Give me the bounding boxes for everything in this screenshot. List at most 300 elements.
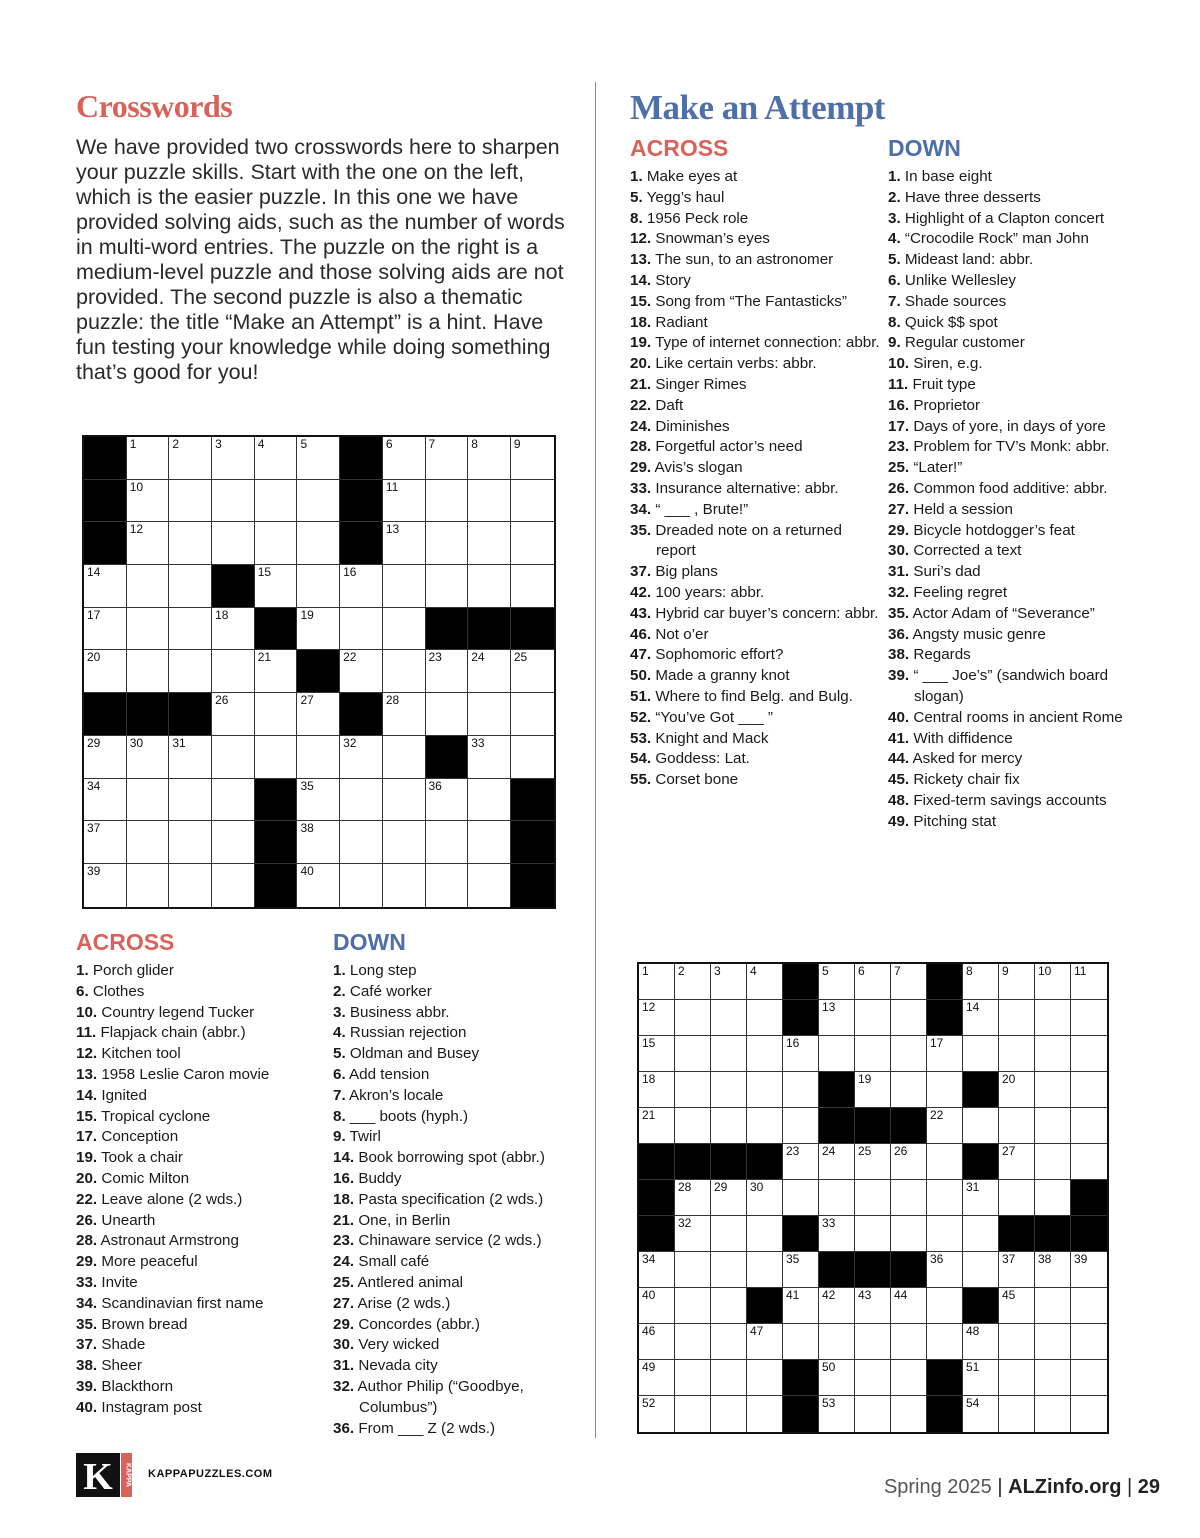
left-grid-cell[interactable] [511,693,554,736]
right-grid-cell[interactable] [1071,1144,1107,1180]
left-grid-cell[interactable] [212,736,255,779]
left-grid-cell[interactable] [340,779,383,822]
right-grid-cell[interactable] [747,1180,783,1216]
right-grid-cell[interactable] [711,1072,747,1108]
clue-text: Diminishes [651,417,730,435]
right-grid-cell[interactable] [1035,1144,1071,1180]
left-grid-cell[interactable] [426,864,469,907]
right-grid-cell[interactable] [999,1000,1035,1036]
right-grid-cell[interactable] [855,964,891,1000]
right-grid-cell[interactable] [639,1036,675,1072]
right-grid-cell[interactable] [963,1324,999,1360]
right-grid-cell[interactable] [999,1108,1035,1144]
left-grid-cell[interactable] [468,437,511,480]
clue-number: 12. [76,1045,98,1063]
footer-site[interactable]: KAPPAPUZZLES.COM [148,1468,273,1480]
right-grid-cell[interactable] [711,1324,747,1360]
right-grid-cell[interactable] [711,1360,747,1396]
right-grid-cell[interactable] [783,1324,819,1360]
right-grid-cell[interactable] [963,1180,999,1216]
right-grid-cell[interactable] [1035,1072,1071,1108]
right-grid-cell[interactable] [819,1396,855,1432]
left-grid-cell[interactable] [212,522,255,565]
right-grid-cell[interactable] [999,1144,1035,1180]
right-black-square [1071,1216,1107,1252]
right-grid-cell[interactable] [819,1360,855,1396]
right-grid-cell[interactable] [1035,1288,1071,1324]
right-grid-cell[interactable] [1071,1252,1107,1288]
clue-number: 6. [333,1065,346,1083]
left-grid-cell[interactable] [212,693,255,736]
left-grid-cell[interactable] [127,565,170,608]
left-grid-cell[interactable] [426,779,469,822]
right-grid-cell[interactable] [675,1180,711,1216]
right-cell-number: 41 [786,1288,800,1302]
clue-number: 7. [333,1086,346,1104]
right-grid-cell[interactable] [891,1288,927,1324]
right-grid-cell[interactable] [747,1360,783,1396]
left-grid-cell[interactable] [84,650,127,693]
left-grid-cell[interactable] [383,864,426,907]
right-grid-cell[interactable] [747,1252,783,1288]
right-cell-number: 15 [642,1036,656,1050]
left-black-square [340,522,383,565]
left-grid-cell[interactable] [468,693,511,736]
right-grid-cell[interactable] [1035,1324,1071,1360]
left-cell-number: 20 [87,650,101,665]
right-grid-cell[interactable] [927,1288,963,1324]
left-grid-cell[interactable] [255,480,298,523]
left-grid-cell[interactable] [511,650,554,693]
right-grid-cell[interactable] [675,1252,711,1288]
left-grid-cell[interactable] [468,565,511,608]
right-grid-cell[interactable] [855,1000,891,1036]
left-grid-cell[interactable] [169,864,212,907]
left-grid-cell[interactable] [340,608,383,651]
clue-number: 2. [888,188,901,206]
left-grid-cell[interactable] [297,864,340,907]
left-grid-cell[interactable] [255,522,298,565]
left-cell-number: 34 [87,778,101,793]
right-grid-cell[interactable] [711,1216,747,1252]
left-cell-number: 11 [385,479,399,494]
right-grid-cell[interactable] [927,1108,963,1144]
left-grid-cell[interactable] [297,565,340,608]
right-grid-cell[interactable] [891,1036,927,1072]
right-across-clue [630,479,880,500]
right-grid-cell[interactable] [1035,1396,1071,1432]
right-grid-cell[interactable] [963,1252,999,1288]
left-grid-cell[interactable] [297,608,340,651]
left-grid-cell[interactable] [383,522,426,565]
right-grid-cell[interactable] [1071,964,1107,1000]
right-grid-cell[interactable] [999,1072,1035,1108]
right-down-clue [888,770,1148,791]
left-grid-cell[interactable] [84,608,127,651]
right-grid-cell[interactable] [783,1288,819,1324]
clue-number: 19. [630,334,652,352]
right-grid-cell[interactable] [819,1216,855,1252]
clue-text: “ ___ , Brute!” [651,500,749,518]
right-grid-cell[interactable] [999,1324,1035,1360]
right-black-square [927,964,963,1000]
right-grid-cell[interactable] [747,964,783,1000]
right-grid-cell[interactable] [927,1324,963,1360]
clue-text: Make eyes at [642,168,738,185]
right-grid-cell[interactable] [747,1216,783,1252]
right-grid-cell[interactable] [999,1396,1035,1432]
left-grid-cell[interactable] [169,821,212,864]
left-grid-cell[interactable] [127,608,170,651]
left-grid-cell[interactable] [426,437,469,480]
clue-text: Instagram post [97,1398,202,1416]
left-grid-cell[interactable] [426,565,469,608]
website-link[interactable]: ALZinfo.org [1008,1476,1122,1498]
right-grid-cell[interactable] [963,1000,999,1036]
left-grid-cell[interactable] [426,480,469,523]
left-grid-cell[interactable] [212,779,255,822]
clue-number: 33. [630,479,652,497]
right-grid-cell[interactable] [711,1180,747,1216]
right-grid-cell[interactable] [639,964,675,1000]
right-grid-cell[interactable] [639,1072,675,1108]
left-cell-number: 18 [215,607,229,622]
right-grid-cell[interactable] [1071,1108,1107,1144]
clue-text: Regards [909,646,971,664]
right-grid-cell[interactable] [819,1144,855,1180]
right-grid-cell[interactable] [1071,1288,1107,1324]
left-grid-cell[interactable] [383,650,426,693]
left-cell-number: 37 [87,821,101,836]
right-grid-cell[interactable] [927,1036,963,1072]
left-grid-cell[interactable] [426,650,469,693]
clue-text: Leave alone (2 wds.) [97,1190,243,1208]
right-grid-cell[interactable] [711,1396,747,1432]
right-grid-cell[interactable] [675,1108,711,1144]
right-grid-cell[interactable] [855,1180,891,1216]
left-grid-cell[interactable] [212,608,255,651]
clue-number: 53. [630,729,652,747]
right-grid-cell[interactable] [639,1000,675,1036]
right-cell-number: 13 [822,1000,836,1014]
left-grid-cell[interactable] [169,437,212,480]
left-grid-cell[interactable] [255,693,298,736]
clue-number: 1. [630,168,643,185]
right-grid-cell[interactable] [963,1360,999,1396]
right-grid-cell[interactable] [783,1072,819,1108]
left-grid-cell[interactable] [297,522,340,565]
left-grid-cell[interactable] [169,608,212,651]
right-grid-cell[interactable] [1035,1180,1071,1216]
right-grid-cell[interactable] [819,1288,855,1324]
left-grid-cell[interactable] [84,779,127,822]
right-across-clue [630,708,880,729]
right-grid-cell[interactable] [1035,964,1071,1000]
right-grid-cell[interactable] [819,964,855,1000]
right-grid-cell[interactable] [747,1000,783,1036]
clue-number: 30. [888,542,910,560]
right-grid-cell[interactable] [891,1396,927,1432]
left-grid-cell[interactable] [383,821,426,864]
right-grid-cell[interactable] [783,1036,819,1072]
right-grid-cell[interactable] [747,1396,783,1432]
left-grid-cell[interactable] [255,650,298,693]
right-grid-cell[interactable] [675,1396,711,1432]
right-grid-cell[interactable] [783,1180,819,1216]
clue-number: 51. [630,687,652,705]
right-grid-cell[interactable] [999,1180,1035,1216]
right-grid-cell[interactable] [891,1324,927,1360]
right-grid-cell[interactable] [891,1144,927,1180]
clue-text: Brown bread [97,1315,188,1333]
right-grid-cell[interactable] [891,1216,927,1252]
right-grid-cell[interactable] [711,1288,747,1324]
left-across-clue [76,1273,326,1294]
left-grid-cell[interactable] [383,693,426,736]
left-grid-cell[interactable] [84,864,127,907]
left-grid-cell[interactable] [127,779,170,822]
right-grid-cell[interactable] [1035,1252,1071,1288]
right-grid-cell[interactable] [711,1252,747,1288]
clue-text: One, in Berlin [354,1211,451,1229]
left-grid-cell[interactable] [383,437,426,480]
right-cell-number: 49 [642,1360,656,1374]
right-grid-cell[interactable] [783,1252,819,1288]
left-grid-cell[interactable] [127,522,170,565]
right-grid-cell[interactable] [675,1072,711,1108]
right-grid-cell[interactable] [963,1396,999,1432]
right-grid-cell[interactable] [675,1324,711,1360]
right-grid-cell[interactable] [675,1288,711,1324]
clue-number: 27. [333,1294,355,1312]
left-grid-cell[interactable] [297,736,340,779]
clue-text: Days of yore, in days of yore [909,417,1106,435]
right-grid-cell[interactable] [963,1036,999,1072]
left-across-clue [76,1335,326,1356]
left-black-square [84,693,127,736]
clue-number: 23. [333,1232,355,1250]
left-grid-cell[interactable] [297,480,340,523]
left-grid-cell[interactable] [468,864,511,907]
left-grid-cell[interactable] [169,779,212,822]
left-grid-cell[interactable] [468,650,511,693]
right-grid-cell[interactable] [747,1324,783,1360]
left-cell-number: 38 [300,821,314,836]
right-grid-cell[interactable] [711,1108,747,1144]
left-grid-cell[interactable] [340,864,383,907]
left-grid-cell[interactable] [127,864,170,907]
right-grid-cell[interactable] [1071,1072,1107,1108]
left-grid-cell[interactable] [340,736,383,779]
left-grid-cell[interactable] [169,650,212,693]
clue-number: 1. [333,962,346,979]
left-grid-cell[interactable] [169,736,212,779]
left-grid-cell[interactable] [383,565,426,608]
right-cell-number: 8 [966,964,973,978]
right-grid-cell[interactable] [639,1108,675,1144]
left-grid-cell[interactable] [511,736,554,779]
left-grid-cell[interactable] [383,736,426,779]
left-grid-cell[interactable] [383,480,426,523]
clue-number: 10. [888,355,910,373]
left-grid-cell[interactable] [340,821,383,864]
right-grid-cell[interactable] [639,1360,675,1396]
right-grid-cell[interactable] [639,1396,675,1432]
right-grid-cell[interactable] [963,1216,999,1252]
right-grid-cell[interactable] [675,1360,711,1396]
right-grid-cell[interactable] [891,1360,927,1396]
right-grid-cell[interactable] [711,964,747,1000]
right-grid-cell[interactable] [999,1288,1035,1324]
right-crossword-grid [637,962,1109,1434]
right-cell-number: 24 [822,1144,836,1158]
right-grid-cell[interactable] [927,1216,963,1252]
right-grid-cell[interactable] [999,1360,1035,1396]
left-grid-cell[interactable] [255,565,298,608]
left-grid-cell[interactable] [255,736,298,779]
left-grid-cell[interactable] [297,693,340,736]
right-cell-number: 3 [714,964,721,978]
left-grid-cell[interactable] [426,522,469,565]
right-grid-cell[interactable] [891,964,927,1000]
right-grid-cell[interactable] [963,964,999,1000]
right-grid-cell[interactable] [675,1036,711,1072]
right-grid-cell[interactable] [855,1324,891,1360]
right-grid-cell[interactable] [855,1288,891,1324]
left-grid-cell[interactable] [169,565,212,608]
right-grid-cell[interactable] [927,1180,963,1216]
clue-number: 38. [888,646,910,664]
left-grid-cell[interactable] [340,650,383,693]
right-grid-cell[interactable] [711,1000,747,1036]
right-grid-cell[interactable] [855,1036,891,1072]
right-grid-cell[interactable] [855,1144,891,1180]
right-grid-cell[interactable] [855,1396,891,1432]
right-grid-cell[interactable] [855,1072,891,1108]
right-grid-cell[interactable] [747,1108,783,1144]
left-grid-cell[interactable] [511,522,554,565]
right-grid-cell[interactable] [639,1324,675,1360]
left-grid-cell[interactable] [468,779,511,822]
right-grid-cell[interactable] [819,1324,855,1360]
left-grid-cell[interactable] [169,522,212,565]
left-grid-cell[interactable] [127,480,170,523]
left-grid-cell[interactable] [84,821,127,864]
right-grid-cell[interactable] [819,1180,855,1216]
right-grid-cell[interactable] [999,1036,1035,1072]
right-grid-cell[interactable] [927,1144,963,1180]
left-grid-cell[interactable] [426,693,469,736]
right-grid-cell[interactable] [819,1000,855,1036]
left-grid-cell[interactable] [127,821,170,864]
right-grid-cell[interactable] [963,1108,999,1144]
clue-number: 22. [76,1190,98,1208]
right-grid-cell[interactable] [1071,1000,1107,1036]
left-grid-cell[interactable] [468,522,511,565]
right-grid-cell[interactable] [783,1144,819,1180]
left-grid-cell[interactable] [212,821,255,864]
right-down-clue [888,167,1148,188]
left-grid-cell[interactable] [468,480,511,523]
left-grid-cell[interactable] [127,437,170,480]
right-down-clue [888,458,1148,479]
right-grid-cell[interactable] [1035,1000,1071,1036]
left-grid-cell[interactable] [297,437,340,480]
right-grid-cell[interactable] [927,1072,963,1108]
clue-number: 35. [888,604,910,622]
left-grid-cell[interactable] [212,480,255,523]
left-down-clue [333,1315,583,1336]
left-grid-cell[interactable] [84,736,127,779]
right-grid-cell[interactable] [891,1180,927,1216]
right-cell-number: 19 [858,1072,872,1086]
right-grid-cell[interactable] [891,1000,927,1036]
left-grid-cell[interactable] [468,736,511,779]
right-grid-cell[interactable] [1035,1108,1071,1144]
left-grid-cell[interactable] [383,608,426,651]
left-grid-cell[interactable] [127,736,170,779]
right-grid-cell[interactable] [639,1288,675,1324]
right-grid-cell[interactable] [1035,1360,1071,1396]
right-grid-cell[interactable] [819,1036,855,1072]
right-grid-cell[interactable] [1071,1036,1107,1072]
left-grid-cell[interactable] [468,821,511,864]
left-grid-cell[interactable] [297,779,340,822]
right-grid-cell[interactable] [891,1072,927,1108]
right-grid-cell[interactable] [927,1252,963,1288]
right-across-clue [630,333,880,354]
right-grid-cell[interactable] [783,1108,819,1144]
right-grid-cell[interactable] [855,1360,891,1396]
right-grid-cell[interactable] [999,1252,1035,1288]
left-grid-cell[interactable] [511,565,554,608]
right-grid-cell[interactable] [1071,1396,1107,1432]
left-grid-cell[interactable] [255,437,298,480]
right-grid-cell[interactable] [675,964,711,1000]
right-grid-cell[interactable] [1071,1360,1107,1396]
right-grid-cell[interactable] [639,1252,675,1288]
left-grid-cell[interactable] [212,864,255,907]
right-across-clue [630,188,880,209]
left-grid-cell[interactable] [127,650,170,693]
right-grid-cell[interactable] [711,1036,747,1072]
right-cell-number: 4 [750,964,757,978]
right-grid-cell[interactable] [747,1072,783,1108]
right-grid-cell[interactable] [675,1216,711,1252]
left-grid-cell[interactable] [297,821,340,864]
right-grid-cell[interactable] [999,964,1035,1000]
right-grid-cell[interactable] [747,1036,783,1072]
left-grid-cell[interactable] [426,821,469,864]
right-grid-cell[interactable] [855,1216,891,1252]
clue-number: 30. [333,1336,355,1354]
clue-text: Book borrowing spot (abbr.) [354,1149,545,1167]
left-across-clue [76,1003,326,1024]
right-grid-cell[interactable] [675,1000,711,1036]
left-grid-cell[interactable] [511,480,554,523]
left-grid-cell[interactable] [340,565,383,608]
left-grid-cell[interactable] [511,437,554,480]
left-grid-cell[interactable] [212,437,255,480]
left-grid-cell[interactable] [84,565,127,608]
right-grid-cell[interactable] [1035,1036,1071,1072]
clue-text: Made a granny knot [651,667,790,685]
clue-number: 14. [333,1149,355,1167]
left-grid-cell[interactable] [212,650,255,693]
left-grid-cell[interactable] [169,480,212,523]
right-grid-cell[interactable] [1071,1324,1107,1360]
left-grid-cell[interactable] [383,779,426,822]
